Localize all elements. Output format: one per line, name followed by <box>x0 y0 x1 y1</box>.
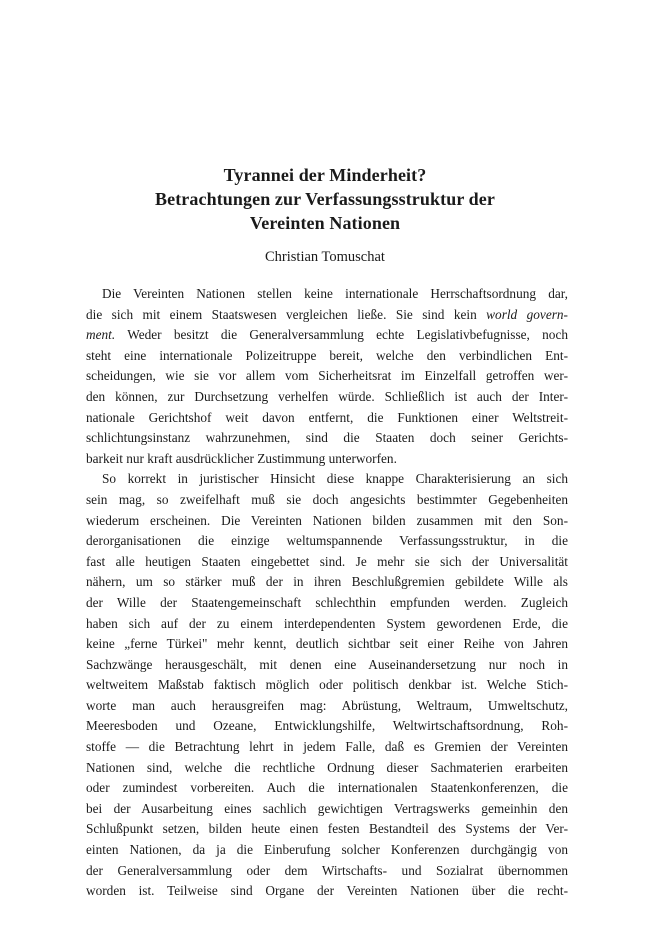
text-line: barkeit nur kraft ausdrücklicher Zustimmung unterworfen. <box>86 450 397 466</box>
article-body <box>86 284 568 902</box>
text-line: weltweitem Maßstab faktisch möglich oder politisch denkbar ist. Welche Stich- <box>86 677 568 693</box>
text-line: worden ist. Teilweise sind Organe der Vereinten Nationen über die recht- <box>86 883 568 899</box>
text-line: Meeresboden und Ozeane, Entwicklungshilfe, Weltwirtschaftsordnung, Roh- <box>86 718 568 734</box>
text-span: die sich mit einem Staatswesen vergleichen ließe. Sie sind kein <box>86 306 477 322</box>
text-line: derorganisationen die einzige weltumspannende Verfassungsstruktur, in die <box>86 533 568 549</box>
title-line-3: Vereinten Nationen <box>249 213 401 233</box>
text-line: Sachzwänge herausgeschält, mit denen eine Auseinandersetzung nur noch in <box>86 656 568 672</box>
text-line: keine „ferne Türkei" mehr kennt, deutlich sichtbar seit einer Reihe von Jahren <box>86 636 568 652</box>
text-line: steht eine internationale Polizeitruppe bereit, welche den verbindlichen Ent- <box>86 347 568 363</box>
author-name: Christian Tomuschat <box>265 249 385 265</box>
text-line: der Generalversammlung oder dem Wirtschafts- und Sozialrat übernommen <box>86 862 568 878</box>
text-line: oder zumindest vorbereiten. Auch die internationalen Staatenkonferenzen, die <box>86 780 568 796</box>
text-line: nähern, um so stärker muß der in ihren Beschlußgremien gebildete Wille als <box>86 574 568 590</box>
text-line: stoffe — die Betrachtung lehrt in jedem Falle, daß es Gremien der Vereinten <box>86 739 568 755</box>
title-line-2: Betrachtungen zur Verfassungsstruktur der <box>155 189 495 209</box>
text-line: Schlußpunkt setzen, bilden heute einen festen Bestandteil des Systems der Ver- <box>86 821 568 837</box>
text-line: den können, zur Durchsetzung verhelfen würde. Schließlich ist auch der Inter- <box>86 388 568 404</box>
text-span: Weder besitzt die Generalversammlung echte Legislativbefugnisse, noch <box>115 327 568 343</box>
text-line: So korrekt in juristischer Hinsicht diese knappe Charakterisierung an sich <box>102 471 568 487</box>
text-line <box>86 325 568 346</box>
paragraph-1 <box>86 284 568 469</box>
paragraph-2 <box>86 469 568 901</box>
italic-text: world govern- <box>486 306 568 322</box>
title-line-1: Tyrannei der Minderheit? <box>223 165 427 185</box>
text-line: haben sich auf der zu einem interdependenten System gewordenen Erde, die <box>86 615 568 631</box>
article-title <box>0 163 650 235</box>
text-line: worte man auch herausgreifen mag: Abrüstung, Weltraum, Umweltschutz, <box>86 697 568 713</box>
text-line: der Wille der Staatengemeinschaft schlechthin empfunden werden. Zugleich <box>86 594 568 610</box>
text-line: schlichtungsinstanz wahrzunehmen, sind die Staaten doch seiner Gerichts- <box>86 430 568 446</box>
text-line: Die Vereinten Nationen stellen keine internationale Herrschaftsordnung dar, <box>102 286 568 301</box>
text-line: Nationen sind, welche die rechtliche Ordnung dieser Sachmaterien erarbeiten <box>86 759 568 775</box>
text-line: wiederum erscheinen. Die Vereinten Nationen bilden zusammen mit den Son- <box>86 512 568 528</box>
text-line: nationale Gerichtshof weit davon entfernt, die Funktionen einer Weltstreit- <box>86 409 568 425</box>
italic-text: ment. <box>86 327 116 343</box>
text-line: bei der Ausarbeitung eines sachlich gewichtigen Vertragswerks gemeinhin den <box>86 800 568 816</box>
text-line: scheidungen, wie sie vor allem vom Sicherheitsrat im Einzelfall getroffen wer- <box>86 368 568 384</box>
text-line: fast alle heutigen Staaten eingebettet sind. Je mehr sie sich der Universalität <box>86 553 568 569</box>
text-line: sein mag, so zweifelhaft muß sie doch angesichts bestimmter Gegebenheiten <box>86 491 568 507</box>
text-line <box>86 305 568 326</box>
text-line: einten Nationen, da ja die Einberufung solcher Konferenzen durchgängig von <box>86 842 568 858</box>
